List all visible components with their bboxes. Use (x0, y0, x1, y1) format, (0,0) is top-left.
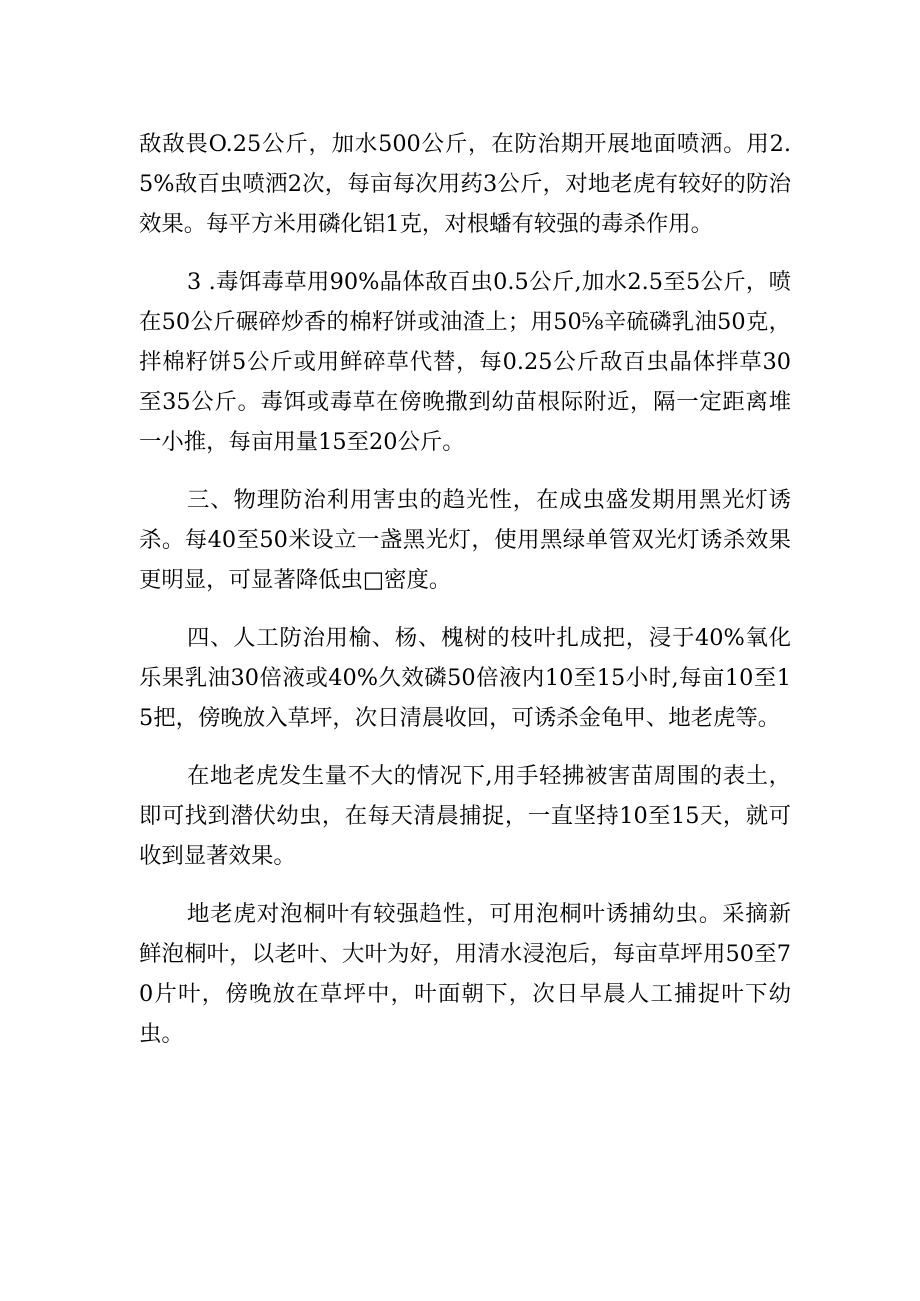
paragraph-poison-bait: 3 .毒饵毒草用90%晶体敌百虫0.5公斤,加水2.5至5公斤，喷在50公斤碾碎炒香的棉籽饼或油渣上；用50⅝辛硫磷乳油50克，拌棉籽饼5公斤或用鲜碎草代替，每0.25公斤敌百虫晶体拌草30至35公斤。毒饵或毒草在傍晚撒到幼苗根际附近，隔一定距离堆一小推，每亩用量15至20公斤。 (139, 269, 791, 455)
paragraph-hand-catching: 在地老虎发生量不大的情况下,用手轻拂被害苗周围的表土，即可找到潜伏幼虫，在每天清晨捕捉，一直坚持10至15天，就可收到显著效果。 (139, 763, 791, 869)
paragraph-continued-spraying: 敌敌畏O.25公斤，加水500公斤，在防治期开展地面喷洒。用2.5%敌百虫喷洒2次，每亩每次用药3公斤，对地老虎有较好的防治效果。每平方米用磷化铝1克，对根蟠有较强的毒杀作用。 (139, 131, 791, 237)
paragraph-paulownia-leaves: 地老虎对泡桐叶有较强趋性，可用泡桐叶诱捕幼虫。采摘新鲜泡桐叶，以老叶、大叶为好，用清水浸泡后，每亩草坪用50至70片叶，傍晚放在草坪中，叶面朝下，次日早晨人工捕捉叶下幼虫。 (139, 901, 791, 1047)
document-body (139, 124, 791, 1072)
paragraph-physical-control: 三、物理防治利用害虫的趋光性，在成虫盛发期用黑光灯诱杀。每40至50米设立一盏黑光灯，使用黑绿单管双光灯诱杀效果更明显，可显著降低虫□密度。 (139, 487, 791, 593)
paragraph-manual-control: 四、人工防治用榆、杨、槐树的枝叶扎成把，浸于40%氧化乐果乳油30倍液或40%久效磷50倍液内10至15小时,每亩10至15把，傍晚放入草坪，次日清晨收回，可诱杀金龟甲、地老虎等。 (139, 625, 791, 731)
